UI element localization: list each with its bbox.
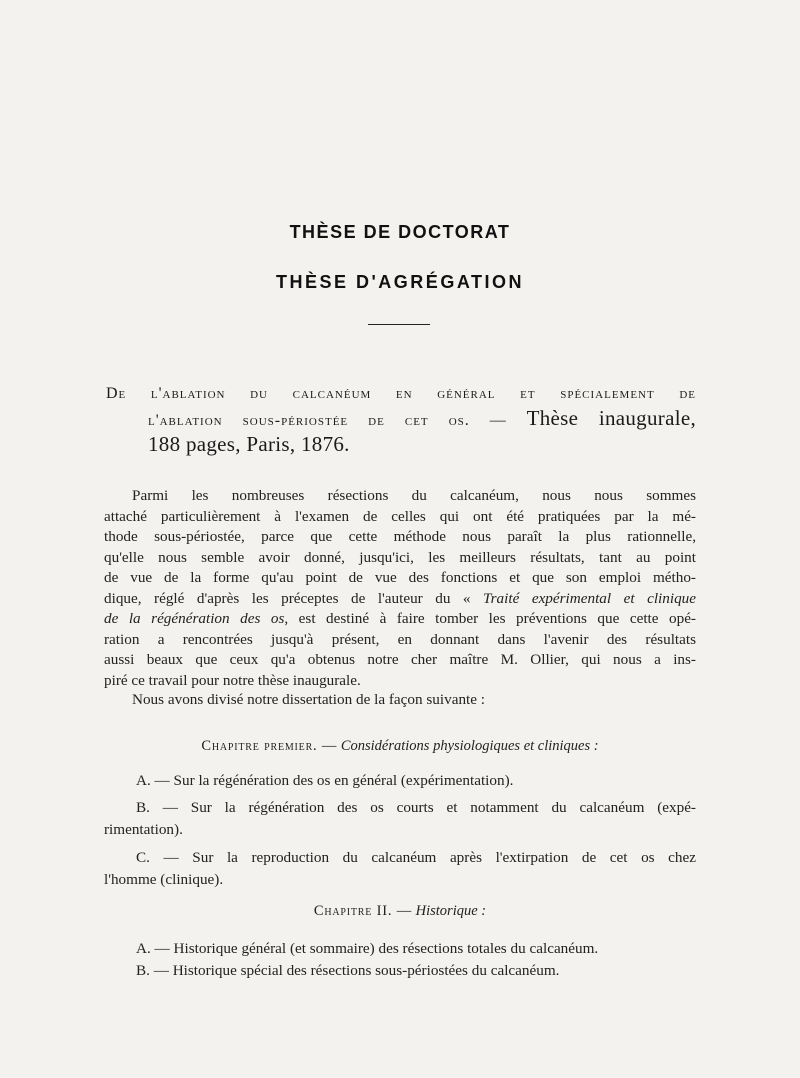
chapter-2-title: Historique : xyxy=(415,903,487,919)
paragraph-line: Nous avons divisé notre dissertation de la façon suivante : xyxy=(132,691,486,708)
chapter-2-heading xyxy=(0,903,800,920)
chapter-1-item-c xyxy=(104,847,696,891)
book-title-italic: Traité expérimental et clinique xyxy=(483,589,696,607)
item-line: A. — Sur la régénération des os en général (expérimentation). xyxy=(136,772,514,789)
paragraph-line: qu'elle nous semble avoir donné, jusqu'ici, les meilleurs résultats, tant au point xyxy=(104,548,696,566)
reference-line-3 xyxy=(148,431,696,461)
paragraph-line: aussi beaux que ceux qu'a obtenus notre cher maître M. Ollier, qui nous a ins- xyxy=(104,651,696,668)
reference-title-part-2: l'ablation sous-périostée de cet os. — xyxy=(148,412,507,429)
item-line: B. — Sur la régénération des os courts et notamment du calcanéum (expé- xyxy=(136,799,696,816)
reference-title-part-1: De l'ablation du calcanéum en général et spécialement de xyxy=(106,385,696,402)
book-title-italic: de la régénération des os xyxy=(104,610,285,627)
item-line: l'homme (clinique). xyxy=(104,871,224,888)
item-line: C. — Sur la reproduction du calcanéum après l'extirpation de cet os chez xyxy=(136,849,696,866)
item-line: B. — Historique spécial des résections sous-périostées du calcanéum. xyxy=(136,962,560,979)
item-line: A. — Historique général (et sommaire) des résections totales du calcanéum. xyxy=(136,940,599,957)
paragraph-line: Parmi les nombreuses résections du calcanéum, nous nous sommes xyxy=(132,487,696,504)
paragraph-line: thode sous-périostée, parce que cette méthode nous paraît la plus rationnelle, xyxy=(104,528,696,545)
item-line: rimentation). xyxy=(104,821,183,838)
paragraph-division xyxy=(132,690,696,711)
chapter-2-item-b xyxy=(104,960,696,982)
chapter-1-title: Considérations physiologiques et cliniques : xyxy=(340,738,599,754)
paragraph-line: de vue de la forme qu'au point de vue des fonctions et que son emploi métho- xyxy=(104,569,696,586)
chapter-2-item-a xyxy=(104,938,696,960)
paragraph-line: de la régénération des os, est destiné à faire tomber les préventions que cette opé- xyxy=(104,610,696,627)
chapter-1-heading xyxy=(0,738,800,755)
reference-thesis-label: Thèse inaugurale, xyxy=(526,406,696,430)
divider-rule xyxy=(368,324,430,325)
reference-pages-place-date: 188 pages, Paris, 1876. xyxy=(148,432,350,456)
heading-thesis-doctorate: THÈSE DE DOCTORAT xyxy=(289,222,511,242)
paragraph-line: piré ce travail pour notre thèse inaugurale. xyxy=(104,671,361,689)
paragraph-introduction xyxy=(104,486,696,691)
paragraph-line: ration a rencontrées jusqu'à présent, en donnant dans l'avenir des résultats xyxy=(104,630,696,648)
heading-thesis-aggregation: THÈSE D'AGRÉGATION xyxy=(276,272,524,292)
paragraph-line: dique, réglé d'après les préceptes de l'auteur du « Traité expérimental et clinique xyxy=(104,589,696,607)
chapter-2-label: Chapitre II. — xyxy=(313,903,413,919)
reference-line-1 xyxy=(106,380,696,408)
chapter-1-item-b xyxy=(104,797,696,841)
chapter-1-label: Chapitre premier. — xyxy=(201,738,338,754)
paragraph-line: attaché particulièrement à l'examen de celles qui ont été pratiquées par la mé- xyxy=(104,507,696,525)
chapter-1-item-a xyxy=(104,770,696,792)
